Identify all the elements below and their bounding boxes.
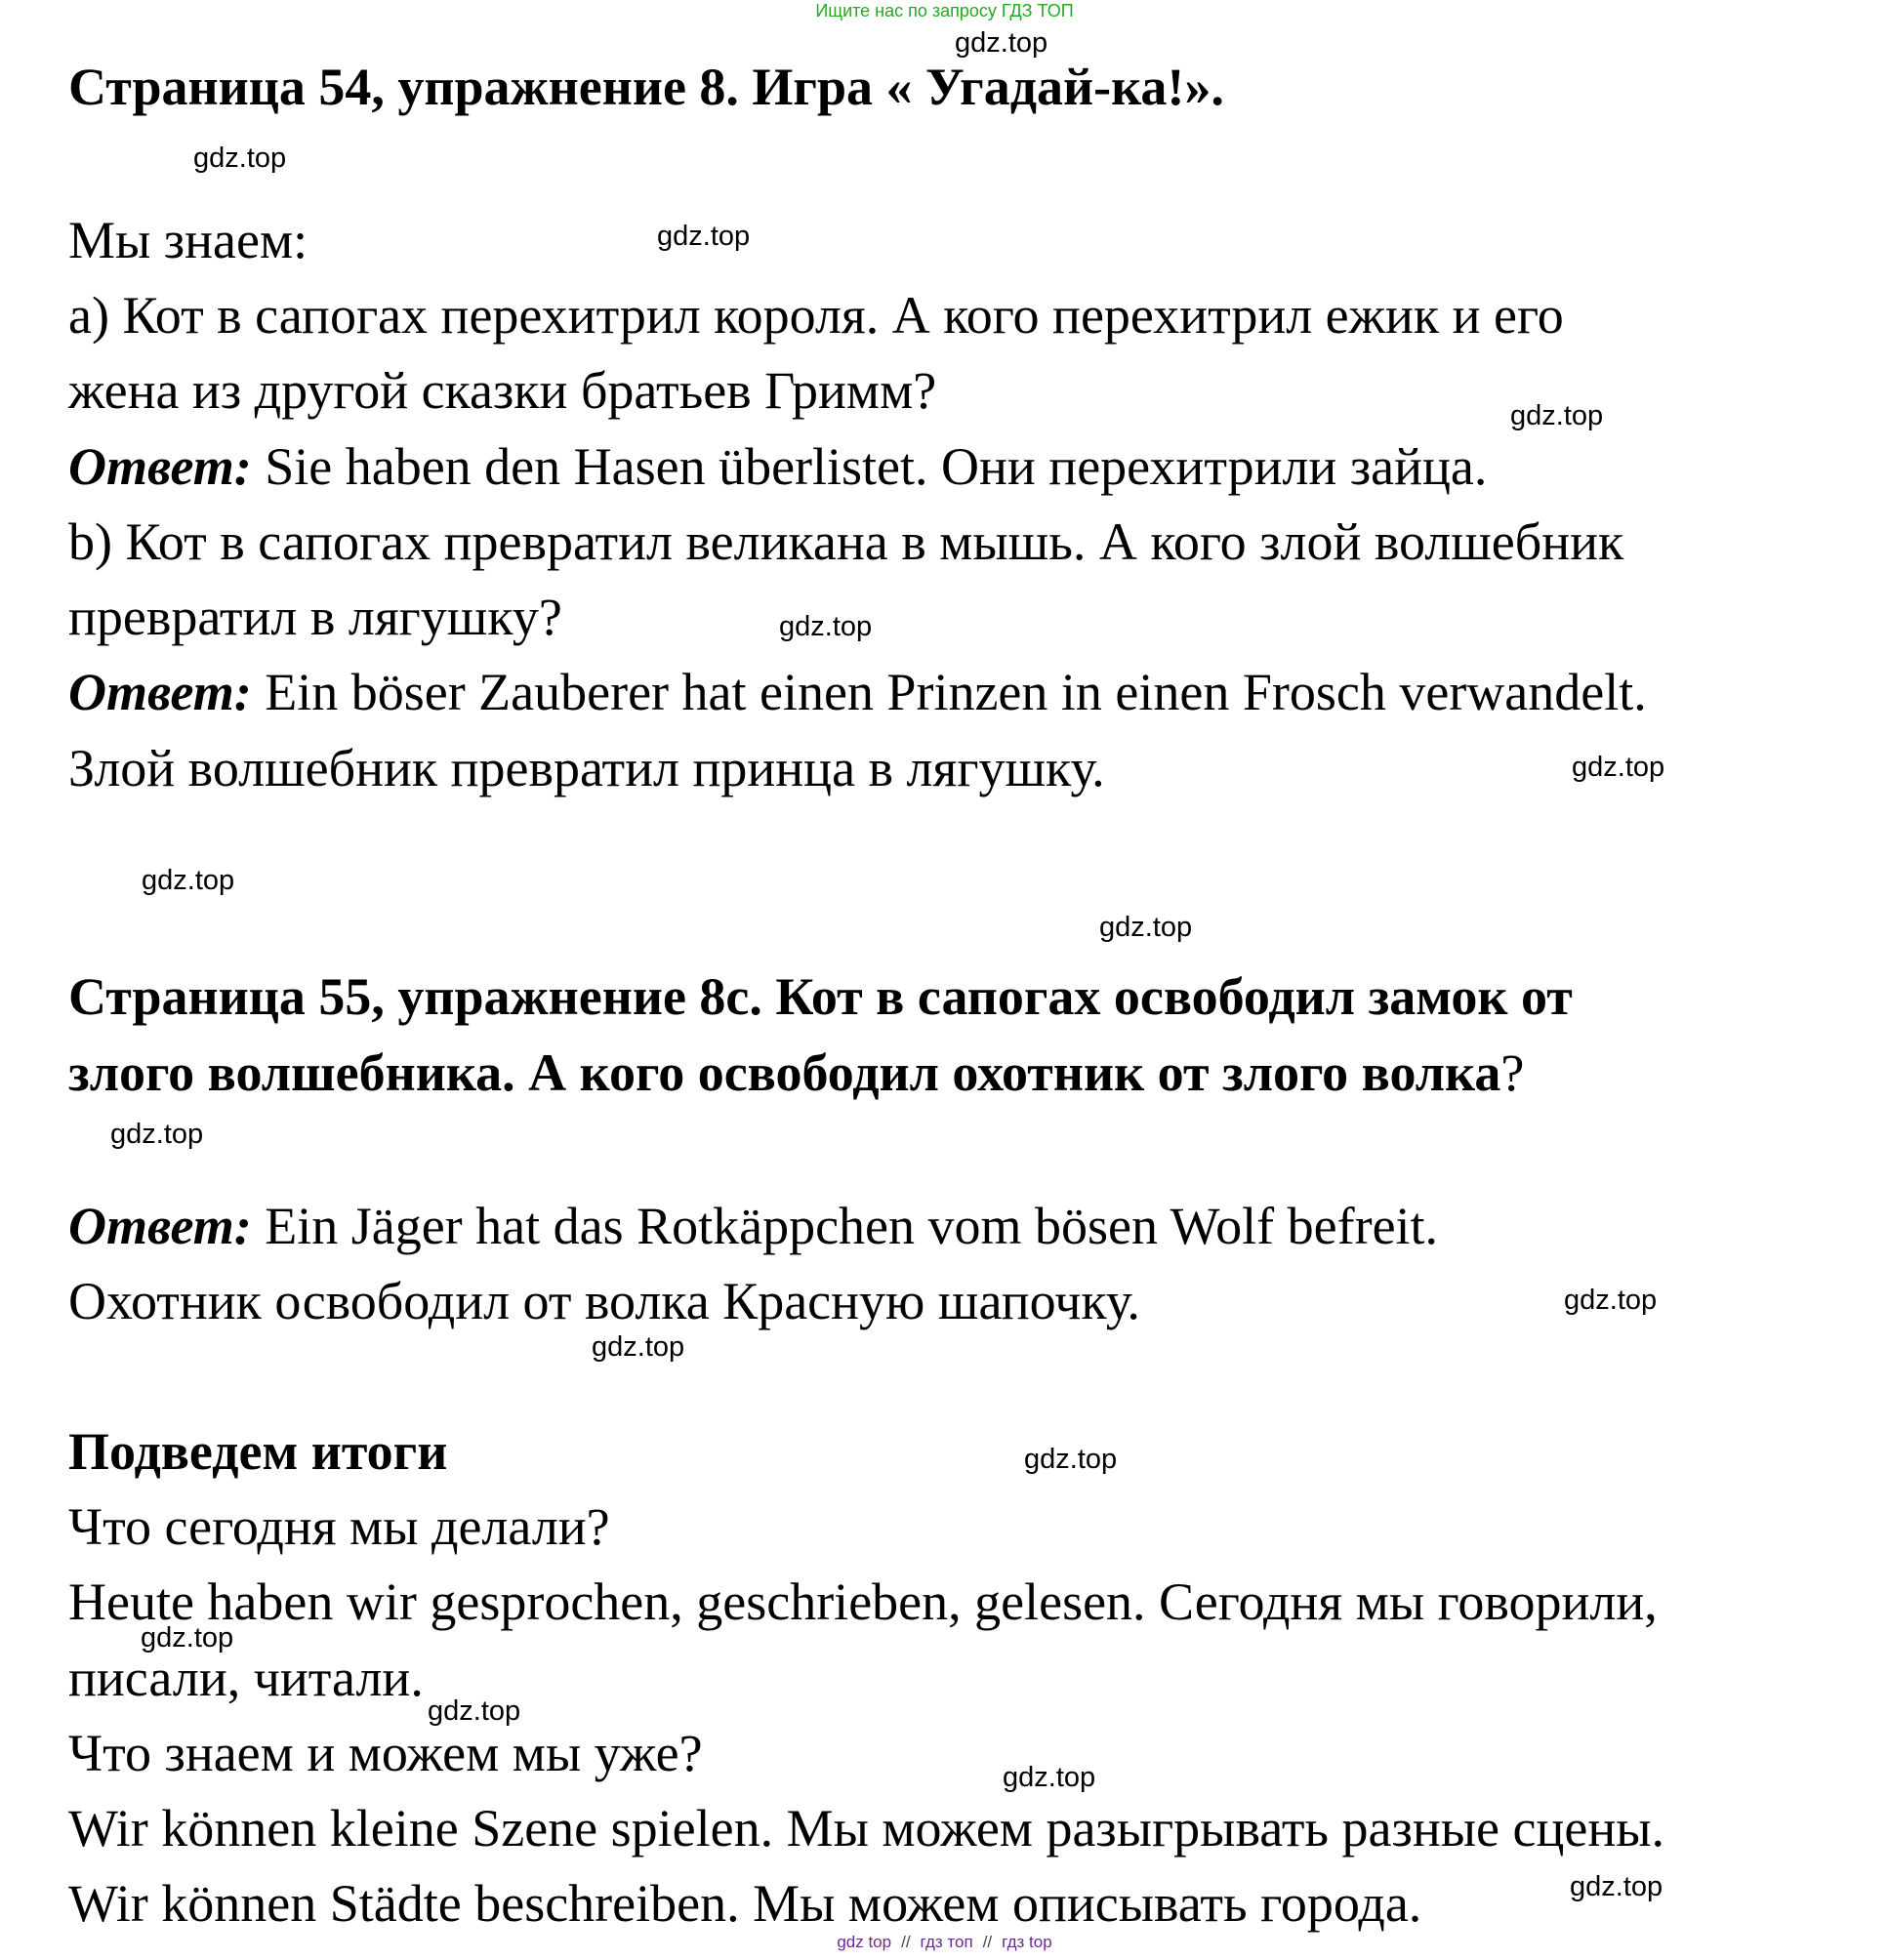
question-a-line2: жена из другой сказки братьев Гримм? <box>68 361 937 420</box>
section2-heading-line1: Страница 55, упражнение 8с. Кот в сапогах освободил замок от <box>68 967 1573 1026</box>
watermark: gdz.top <box>1564 1285 1658 1316</box>
question-b-line2: превратил в лягушку? <box>68 588 562 646</box>
watermark: gdz.top <box>955 27 1048 59</box>
section2-answer-russian: Охотник освободил от волка Красную шапочку. <box>68 1272 1140 1330</box>
answer-b <box>68 662 1647 722</box>
watermark: gdz.top <box>1570 1871 1663 1902</box>
answer-label: Ответ: <box>68 1197 252 1255</box>
summary-answer-1-line2: писали, читали. <box>68 1649 424 1707</box>
watermark: gdz.top <box>1510 400 1604 431</box>
section2-heading-line2 <box>68 1042 1524 1103</box>
question-a-line1: а) Кот в сапогах перехитрил короля. А кого перехитрил ежик и его <box>68 286 1564 345</box>
bottom-banner-separator: // <box>901 1933 911 1951</box>
watermark: gdz.top <box>428 1695 521 1727</box>
summary-answer-2-line1: Wir können kleine Szene spielen. Мы можем разыгрывать разные сцены. <box>68 1799 1665 1858</box>
watermark: gdz.top <box>657 221 751 252</box>
watermark: gdz.top <box>110 1119 204 1150</box>
bottom-banner <box>0 1933 1889 1952</box>
summary-answer-2-line2: Wir können Städte beschreiben. Мы можем описывать города. <box>68 1874 1422 1933</box>
answer-b-russian: Злой волшебник превратил принца в лягушку. <box>68 739 1105 797</box>
summary-question-1: Что сегодня мы делали? <box>68 1497 610 1556</box>
watermark: gdz.top <box>1572 752 1665 783</box>
bottom-banner-item: гдз топ <box>920 1933 973 1951</box>
section1-heading: Страница 54, упражнение 8. Игра « Угадай-ка!». <box>68 58 1224 116</box>
watermark: gdz.top <box>779 611 873 642</box>
section3-heading: Подведем итоги <box>68 1422 448 1481</box>
watermark: gdz.top <box>141 1622 234 1654</box>
watermark: gdz.top <box>1099 912 1193 943</box>
section2-heading-line2-text: злого волшебника. А кого освободил охотник от злого волка <box>68 1043 1501 1102</box>
watermark: gdz.top <box>1024 1444 1118 1475</box>
answer-a <box>68 436 1487 497</box>
section2-answer <box>68 1196 1438 1256</box>
section2-heading-qmark: ? <box>1500 1043 1525 1102</box>
top-banner: Ищите нас по запросу ГДЗ ТОП <box>815 1 1074 20</box>
bottom-banner-item: гдз top <box>1002 1933 1052 1951</box>
watermark: gdz.top <box>193 143 287 174</box>
watermark: gdz.top <box>592 1331 685 1363</box>
summary-answer-1-line1: Heute haben wir gesprochen, geschrieben, gelesen. Сегодня мы говорили, <box>68 1572 1658 1631</box>
bottom-banner-item: gdz top <box>837 1933 892 1951</box>
summary-question-2: Что знаем и можем мы уже? <box>68 1724 703 1782</box>
bottom-banner-separator: // <box>982 1933 993 1951</box>
question-b-line1: b) Кот в сапогах превратил великана в мышь. А кого злой волшебник <box>68 512 1624 571</box>
answer-label: Ответ: <box>68 437 252 496</box>
answer-b-text: Ein böser Zauberer hat einen Prinzen in einen Frosch verwandelt. <box>265 663 1647 721</box>
answer-a-text: Sie haben den Hasen überlistet. Они перехитрили зайца. <box>265 437 1488 496</box>
watermark: gdz.top <box>142 865 235 896</box>
watermark: gdz.top <box>1003 1762 1096 1793</box>
section2-answer-text: Ein Jäger hat das Rotkäppchen vom bösen Wolf befreit. <box>265 1197 1439 1255</box>
answer-label: Ответ: <box>68 663 252 721</box>
section1-intro: Мы знаем: <box>68 211 308 269</box>
